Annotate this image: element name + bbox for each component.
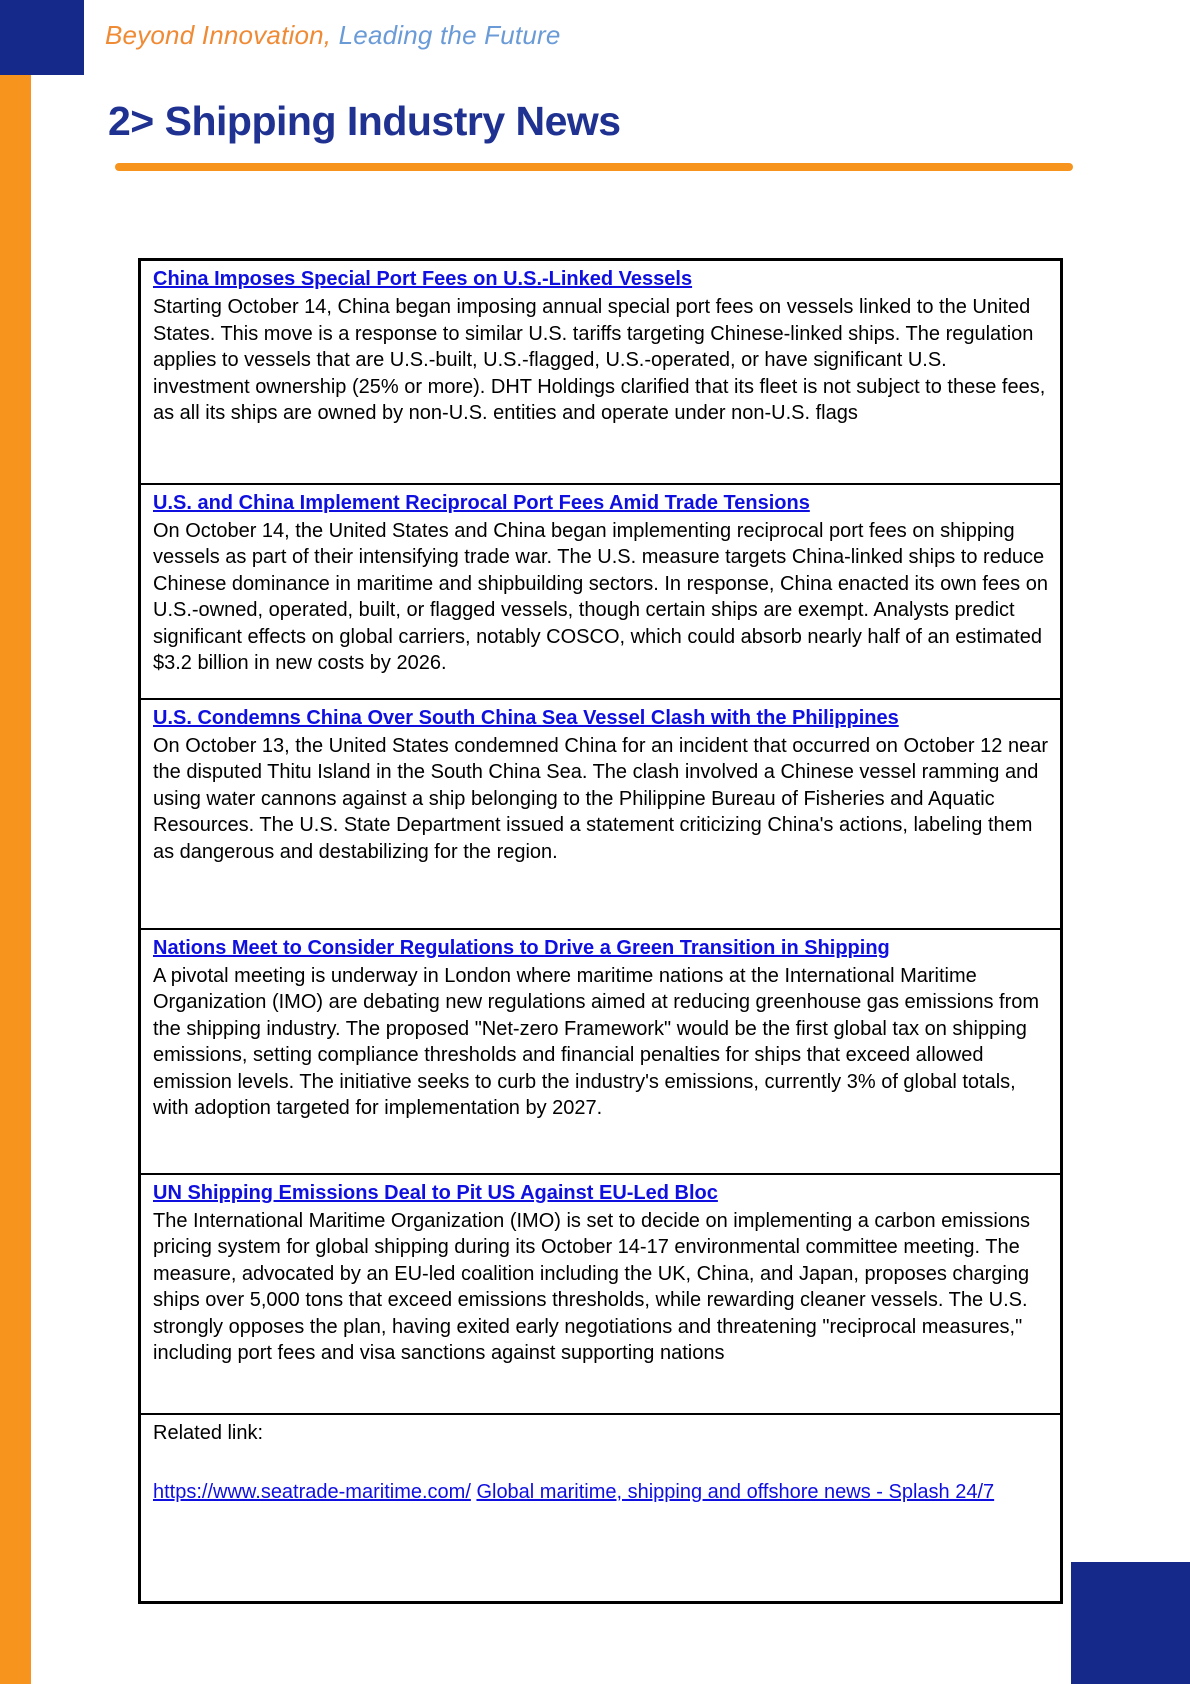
splash-247-link[interactable]: Global maritime, shipping and offshore news - Splash 24/7 — [476, 1481, 995, 1503]
news-table — [138, 258, 1063, 1604]
news-row-4 — [140, 929, 1062, 1174]
news-row-3 — [140, 699, 1062, 929]
tagline-part-blue: Leading the Future — [331, 20, 561, 50]
news-cell-4 — [140, 929, 1062, 1174]
related-links — [153, 1479, 1048, 1506]
title-underline — [115, 163, 1073, 171]
news-item-1-title-link[interactable]: China Imposes Special Port Fees on U.S.-Linked Vessels — [153, 268, 693, 290]
news-item-1-body: Starting October 14, China began imposing annual special port fees on vessels linked to the United States. This move is a response to similar U.S. tariffs targeting Chinese-linked ships. The regulation applies to vessels that are U.S.-built, U.S.-flagged, U.S.-operated, or have significant U.S. investment ownership (25% or more). DHT Holdings clarified that its fleet is not subject to these fees, as all its ships are owned by non-U.S. entities and operate under non-U.S. flags — [153, 296, 1046, 424]
seatrade-maritime-url-link[interactable]: https://www.seatrade-maritime.com/ — [153, 1481, 471, 1503]
news-row-2 — [140, 484, 1062, 699]
news-item-3-title-link[interactable]: U.S. Condemns China Over South China Sea Vessel Clash with the Philippines — [153, 706, 899, 729]
news-item-4-title-link[interactable]: Nations Meet to Consider Regulations to Drive a Green Transition in Shipping — [153, 936, 890, 959]
news-cell-3 — [140, 699, 1062, 929]
news-cell-5 — [140, 1174, 1062, 1414]
brand-square-top-left — [0, 0, 84, 75]
news-row-5 — [140, 1174, 1062, 1414]
news-row-1 — [140, 260, 1062, 484]
news-item-3-body: On October 13, the United States condemned China for an incident that occurred on October 12 near the disputed Thitu Island in the South China Sea. The clash involved a Chinese vessel ramming and using water cannons against a ship belonging to the Philippine Bureau of Fisheries and Aquatic Resources. The U.S. State Department issued a statement criticizing China's actions, labeling them as dangerous and destabilizing for the region. — [153, 734, 1048, 863]
news-item-5-body: The International Maritime Organization (IMO) is set to decide on implementing a carbon emissions pricing system for global shipping during its October 14-17 environmental committee meeting. The measure, advocated by an EU-led coalition including the UK, China, and Japan, proposes charging ships over 5,000 tons that exceed emissions thresholds, while rewarding cleaner vessels. The U.S. strongly opposes the plan, having exited early negotiations and threatening "reciprocal measures," including port fees and visa sanctions against supporting nations — [153, 1209, 1031, 1364]
page-title: 2> Shipping Industry News — [108, 98, 621, 144]
related-links-row — [140, 1414, 1062, 1603]
news-cell-2 — [140, 484, 1062, 699]
news-item-2-body: On October 14, the United States and China began implementing reciprocal port fees on shipping vessels as part of their intensifying trade war. The U.S. measure targets China-linked ships to reduce Chinese dominance in maritime and shipbuilding sectors. In response, China enacted its own fees on U.S.-owned, operated, built, or flagged vessels, though certain ships are exempt. Analysts predict significant effects on global carriers, notably COSCO, which could absorb nearly half of an estimated $3.2 billion in new costs by 2026. — [153, 519, 1048, 674]
news-item-2-title-link[interactable]: U.S. and China Implement Reciprocal Port Fees Amid Trade Tensions — [153, 491, 810, 514]
brand-square-bottom-right — [1071, 1562, 1190, 1684]
news-item-4-body: A pivotal meeting is underway in London where maritime nations at the International Maritime Organization (IMO) are debating new regulations aimed at reducing greenhouse gas emissions from the shipping industry. The proposed "Net-zero Framework" would be the first global tax on shipping emissions, setting compliance thresholds and financial penalties for ships that exceed allowed emission levels. The initiative seeks to curb the industry's emissions, currently 3% of global totals, with adoption targeted for implementation by 2027. — [153, 964, 1040, 1119]
related-links-cell — [140, 1414, 1062, 1603]
news-cell-1 — [140, 260, 1062, 484]
brand-tagline — [105, 20, 561, 51]
left-orange-strip — [0, 75, 31, 1684]
related-link-label: Related link: — [153, 1421, 264, 1444]
tagline-part-orange: Beyond Innovation, — [105, 20, 332, 50]
news-item-5-title-link[interactable]: UN Shipping Emissions Deal to Pit US Against EU-Led Bloc — [153, 1181, 718, 1204]
